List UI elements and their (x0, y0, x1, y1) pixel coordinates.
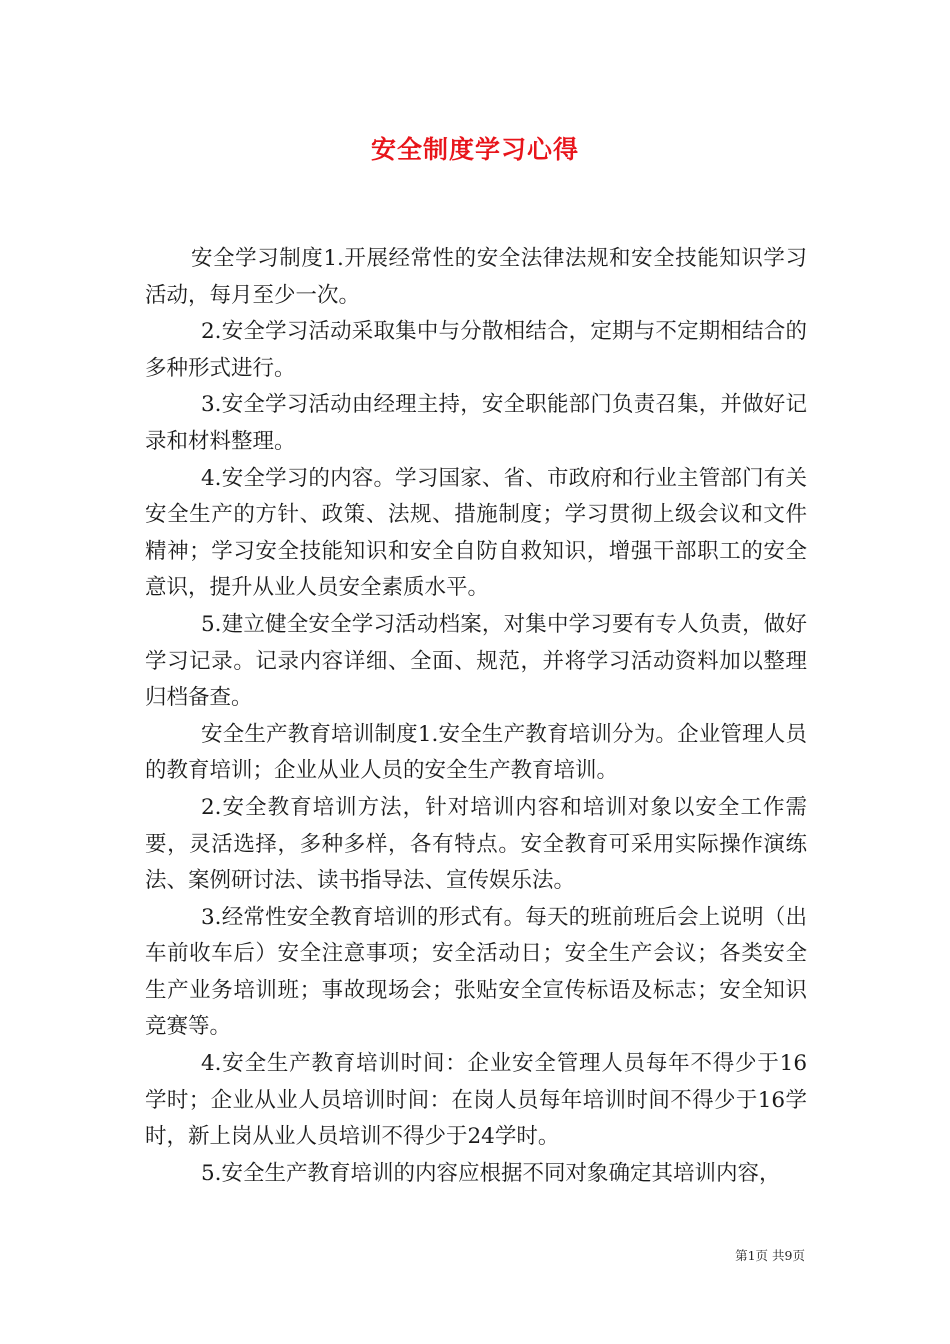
paragraph: 3.经常性安全教育培训的形式有。每天的班前班后会上说明（出车前收车后）安全注意事项；安全活动日；安全生产会议；各类安全生产业务培训班；事故现场会；张贴安全宣传标语及标志；安全知识竞赛等。 (145, 904, 807, 1040)
paragraph: 5.建立健全安全学习活动档案，对集中学习要有专人负责，做好学习记录。记录内容详细、全面、规范，并将学习活动资料加以整理归档备查。 (145, 611, 807, 711)
page-number: 第1页 共9页 (735, 1248, 805, 1263)
document-body (145, 241, 807, 1192)
paragraph: 4.安全生产教育培训时间：企业安全管理人员每年不得少于16学时；企业从业人员培训时间：在岗人员每年培训时间不得少于16学时，新上岗从业人员培训不得少于24学时。 (145, 1051, 807, 1150)
paragraph: 5.安全生产教育培训的内容应根据不同对象确定其培训内容， (201, 1160, 781, 1186)
paragraph: 安全生产教育培训制度1.安全生产教育培训分为。企业管理人员的教育培训；企业从业人员的安全生产教育培训。 (145, 721, 807, 784)
paragraph: 4.安全学习的内容。学习国家、省、市政府和行业主管部门有关安全生产的方针、政策、法规、措施制度；学习贯彻上级会议和文件精神；学习安全技能知识和安全自防自救知识，增强干部职工的安全意识，提升从业人员安全素质水平。 (145, 465, 807, 601)
paragraph: 2.安全学习活动采取集中与分散相结合，定期与不定期相结合的多种形式进行。 (145, 319, 807, 381)
paragraph: 3.安全学习活动由经理主持，安全职能部门负责召集，并做好记录和材料整理。 (145, 392, 807, 454)
document-title: 安全制度学习心得 (370, 135, 579, 164)
paragraph: 安全学习制度1.开展经常性的安全法律法规和安全技能知识学习活动，每月至少一次。 (145, 246, 807, 308)
paragraph: 2.安全教育培训方法，针对培训内容和培训对象以安全工作需要，灵活选择，多种多样，各有特点。安全教育可采用实际操作演练法、案例研讨法、读书指导法、宣传娱乐法。 (145, 794, 807, 894)
